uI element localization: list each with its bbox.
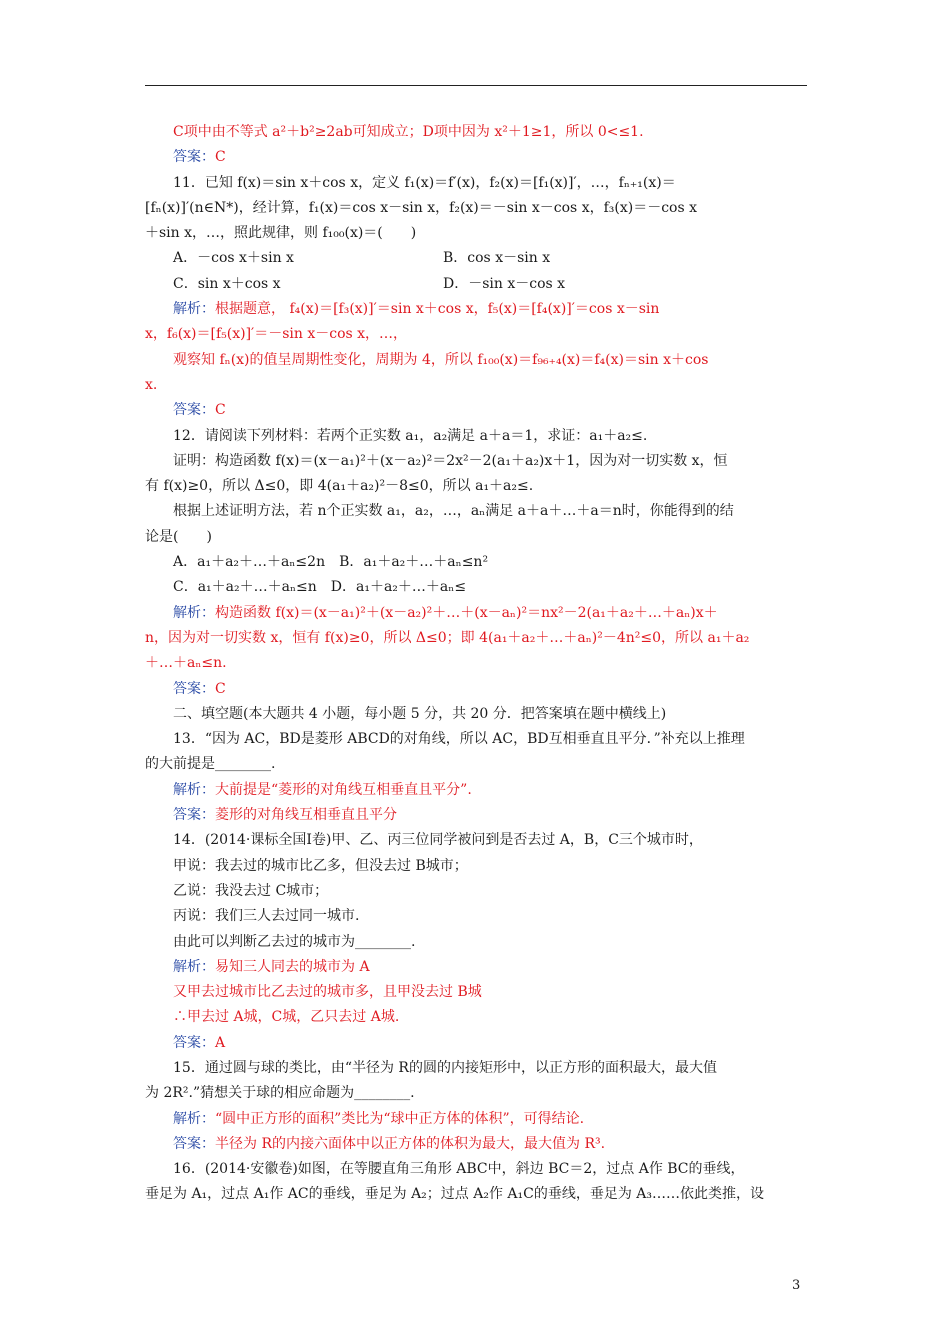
text-line xyxy=(145,854,807,879)
text-segment: n，因为对一切实数 x，恒有 f(x)≥0，所以 Δ≤0；即 4(a₁＋a₂＋…＋aₙ)²－4n²≤0，所以 a₁＋a₂ xyxy=(145,629,750,646)
text-line xyxy=(145,1157,807,1182)
text-line xyxy=(145,221,807,246)
text-segment: 解析： xyxy=(173,958,215,975)
text-segment: C xyxy=(215,149,226,166)
text-line xyxy=(145,955,807,980)
text-segment: 乙说：我没去过 C城市； xyxy=(173,882,329,899)
page-content xyxy=(145,120,807,1208)
text-segment: 13．“因为 AC，BD是菱形 ABCD的对角线，所以 AC，BD互相垂直且平分．”补充以上推理 xyxy=(173,731,745,748)
text-segment: 的大前提是________. xyxy=(145,756,276,773)
text-line xyxy=(145,980,807,1005)
text-segment: ＋sin x，…，照此规律，则 f₁₀₀(x)＝( ) xyxy=(145,225,417,242)
text-line xyxy=(145,398,807,423)
text-line xyxy=(145,1132,807,1157)
text-segment: A xyxy=(215,1034,226,1051)
choice-option: B．cos x－sin x xyxy=(443,250,551,267)
text-line xyxy=(145,525,807,550)
text-segment: 16．(2014·安徽卷)如图，在等腰直角三角形 ABC中，斜边 BC＝2，过点 A作 BC的垂线， xyxy=(173,1161,745,1178)
text-segment: 论是( ) xyxy=(145,528,212,545)
text-line xyxy=(145,1107,807,1132)
text-segment: 14．(2014·课标全国Ⅰ卷)甲、乙、丙三位同学被问到是否去过 A，B，C三个城市时， xyxy=(173,832,703,849)
text-segment: 构造函数 f(x)＝(x－a₁)²＋(x－a₂)²＋…＋(x－aₙ)²＝nx²－2(a₁＋a₂＋…＋aₙ)x＋ xyxy=(215,604,718,621)
text-segment: 答案： xyxy=(173,807,215,824)
text-segment: 11．已知 f(x)＝sin x＋cos x，定义 f₁(x)＝f′(x)，f₂(x)＝[f₁(x)]′，…，fₙ₊₁(x)＝ xyxy=(173,174,676,191)
text-segment: ＋…＋aₙ≤n. xyxy=(145,655,227,672)
text-line xyxy=(145,601,807,626)
text-line xyxy=(145,499,807,524)
text-segment: 解析： xyxy=(173,301,215,318)
text-line xyxy=(145,1031,807,1056)
text-segment: ∴甲去过 A城，C城，乙只去过 A城. xyxy=(173,1009,400,1026)
text-segment: C．a₁＋a₂＋…＋aₙ≤n D．a₁＋a₂＋…＋aₙ≤ xyxy=(173,579,467,596)
text-line xyxy=(145,171,807,196)
text-segment: 证明：构造函数 f(x)＝(x－a₁)²＋(x－a₂)²＝2x²－2(a₁＋a₂)x＋1，因为对一切实数 x，恒 xyxy=(173,452,728,469)
text-line xyxy=(145,272,807,297)
text-segment: 菱形的对角线互相垂直且平分 xyxy=(215,807,397,824)
text-line xyxy=(145,550,807,575)
text-segment: 又甲去过城市比乙去过的城市多，且甲没去过 B城 xyxy=(173,984,482,1001)
text-segment: 答案： xyxy=(173,1034,215,1051)
text-segment: 答案： xyxy=(173,680,215,697)
text-line xyxy=(145,651,807,676)
text-segment: C xyxy=(215,680,226,697)
text-line xyxy=(145,828,807,853)
text-line xyxy=(145,930,807,955)
page-number: 3 xyxy=(792,1278,801,1293)
text-line xyxy=(145,1081,807,1106)
text-segment: 答案： xyxy=(173,402,215,419)
text-segment: 答案： xyxy=(173,149,215,166)
choice-option: A．－cos x＋sin x xyxy=(173,250,294,267)
choice-option: C．sin x＋cos x xyxy=(173,275,281,292)
text-segment: x. xyxy=(145,376,158,393)
text-segment: 大前提是“菱形的对角线互相垂直且平分”. xyxy=(215,781,472,798)
text-segment: 有 f(x)≥0，所以 Δ≤0，即 4(a₁＋a₂)²－8≤0，所以 a₁＋a₂≤. xyxy=(145,478,534,495)
text-segment: 由此可以判断乙去过的城市为________. xyxy=(173,933,416,950)
text-segment: 甲说：我去过的城市比乙多，但没去过 B城市； xyxy=(173,857,468,874)
text-segment: A．a₁＋a₂＋…＋aₙ≤2n B．a₁＋a₂＋…＋aₙ≤n² xyxy=(173,554,489,571)
choice-option: D．－sin x－cos x xyxy=(443,275,566,292)
text-line xyxy=(145,474,807,499)
text-segment: C项中由不等式 a²＋b²≥2ab可知成立；D项中因为 x²＋1≥1，所以 0<≤1. xyxy=(173,124,644,140)
text-segment: 观察知 fₙ(x)的值呈周期性变化，周期为 4，所以 f₁₀₀(x)＝f₉₆₊₄(x)＝f₄(x)＝sin x＋cos xyxy=(173,351,709,368)
text-line xyxy=(145,373,807,398)
text-segment: [fₙ(x)]′(n∈N*)，经计算，f₁(x)＝cos x－sin x，f₂(x)＝－sin x－cos x，f₃(x)＝－cos x xyxy=(145,199,698,216)
text-line xyxy=(145,752,807,777)
text-line xyxy=(145,322,807,347)
text-line xyxy=(145,1056,807,1081)
text-line xyxy=(145,120,807,145)
text-segment: 根据上述证明方法，若 n个正实数 a₁，a₂，…，aₙ满足 a＋a＋…＋a＝n时，你能得到的结 xyxy=(173,503,734,520)
text-segment: 垂足为 A₁，过点 A₁作 AC的垂线，垂足为 A₂；过点 A₂作 A₁C的垂线，垂足为 A₃……依此类推，设 xyxy=(145,1186,765,1203)
text-segment: 二、填空题(本大题共 4 小题，每小题 5 分，共 20 分．把答案填在题中横线上) xyxy=(173,705,667,722)
text-line xyxy=(145,778,807,803)
text-line xyxy=(145,449,807,474)
text-segment: 15．通过圆与球的类比，由“半径为 R的圆的内接矩形中，以正方形的面积最大，最大值 xyxy=(173,1059,717,1076)
header-rule xyxy=(145,85,807,86)
text-line xyxy=(145,702,807,727)
text-segment: 丙说：我们三人去过同一城市. xyxy=(173,908,360,925)
text-segment: x，f₆(x)＝[f₅(x)]′＝－sin x－cos x，…， xyxy=(145,326,408,343)
text-line xyxy=(145,575,807,600)
text-line xyxy=(145,677,807,702)
text-line xyxy=(145,348,807,373)
text-segment: 解析： xyxy=(173,1110,215,1127)
text-segment: 解析： xyxy=(173,604,215,621)
text-line xyxy=(145,803,807,828)
text-line xyxy=(145,246,807,271)
text-line xyxy=(145,297,807,322)
text-segment: 根据题意， f₄(x)＝[f₃(x)]′＝sin x＋cos x，f₅(x)＝[f₄(x)]′＝cos x－sin xyxy=(215,301,660,318)
text-line xyxy=(145,1005,807,1030)
text-segment: 解析： xyxy=(173,781,215,798)
text-segment: “圆中正方形的面积”类比为“球中正方体的体积”，可得结论. xyxy=(215,1110,585,1127)
text-line xyxy=(145,424,807,449)
text-line xyxy=(145,1182,807,1207)
text-segment: 为 2R².”猜想关于球的相应命题为________. xyxy=(145,1085,415,1102)
text-line xyxy=(145,904,807,929)
text-line xyxy=(145,879,807,904)
text-segment: 12．请阅读下列材料：若两个正实数 a₁，a₂满足 a＋a＝1，求证：a₁＋a₂≤. xyxy=(173,427,648,444)
text-segment: 半径为 R的内接六面体中以正方体的体积为最大，最大值为 R³. xyxy=(215,1135,606,1152)
text-segment: 答案： xyxy=(173,1135,215,1152)
text-line xyxy=(145,196,807,221)
text-line xyxy=(145,626,807,651)
text-segment: 易知三人同去的城市为 A xyxy=(215,958,370,975)
text-line xyxy=(145,727,807,752)
text-line xyxy=(145,145,807,170)
text-segment: C xyxy=(215,402,226,419)
